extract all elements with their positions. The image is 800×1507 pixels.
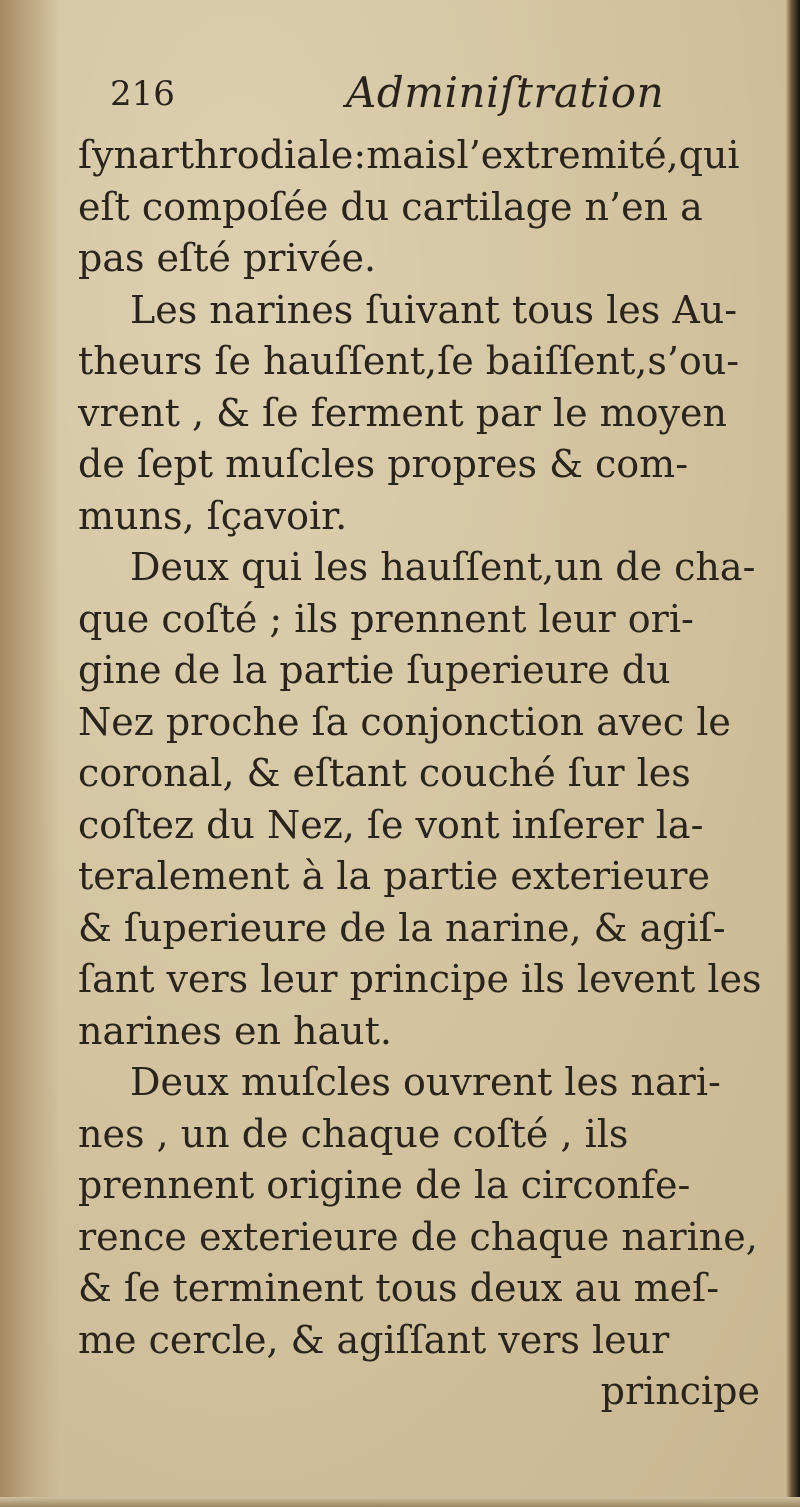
text-line: eſt compoſée du cartilage n’en a xyxy=(78,184,703,229)
text-line: nes , un de chaque coſté , ils xyxy=(78,1111,629,1156)
text-line: ſant vers leur principe ils levent les xyxy=(78,957,762,1001)
text-line: de ſept muſcles propres & com- xyxy=(78,442,689,486)
paragraph-start-line: Deux qui les hauſſent,un de cha- xyxy=(130,545,756,589)
paragraph-start-line: Les narines ſuivant tous les Au- xyxy=(130,287,738,332)
page-bottom-edge xyxy=(0,1497,800,1507)
text-line: me cercle, & agiſſant vers leur xyxy=(78,1317,670,1362)
text-line: coſtez du Nez, ſe vont inſerer la- xyxy=(78,802,704,847)
text-line: rence exterieure de chaque narine, xyxy=(78,1214,758,1259)
page-gutter-shadow xyxy=(0,0,60,1507)
catchword: principe xyxy=(600,1369,760,1413)
page-header xyxy=(110,68,770,128)
text-line: narines en haut. xyxy=(78,1008,392,1053)
text-line: gine de la partie ſuperieure du xyxy=(78,648,671,692)
text-line: teralement à la partie exterieure xyxy=(78,854,710,898)
text-line: coronal, & eſtant couché ſur les xyxy=(78,751,691,795)
text-line: & ſe terminent tous deux au meſ- xyxy=(78,1266,720,1310)
text-line: theurs ſe hauſſent,ſe baiſſent,s’ou- xyxy=(78,339,740,383)
paragraph-start-line: Deux muſcles ouvrent les nari- xyxy=(130,1060,721,1104)
page-number: 216 xyxy=(110,74,175,114)
text-line: prennent origine de la circonfe- xyxy=(78,1163,691,1207)
text-line: pas eſté privée. xyxy=(78,236,377,280)
text-line: ſynarthrodiale:maisl’extremité,qui xyxy=(78,133,740,177)
text-line: que coſté ; ils prennent leur ori- xyxy=(78,596,694,641)
running-head: Adminiſtration xyxy=(346,68,665,117)
text-line: & ſuperieure de la narine, & agiſ- xyxy=(78,905,726,950)
text-line: vrent , & ſe ferment par le moyen xyxy=(78,390,727,435)
text-line: muns, ſçavoir. xyxy=(78,493,348,538)
text-line: Nez proche ſa conjonction avec le xyxy=(78,699,731,744)
body-text xyxy=(78,130,790,1418)
